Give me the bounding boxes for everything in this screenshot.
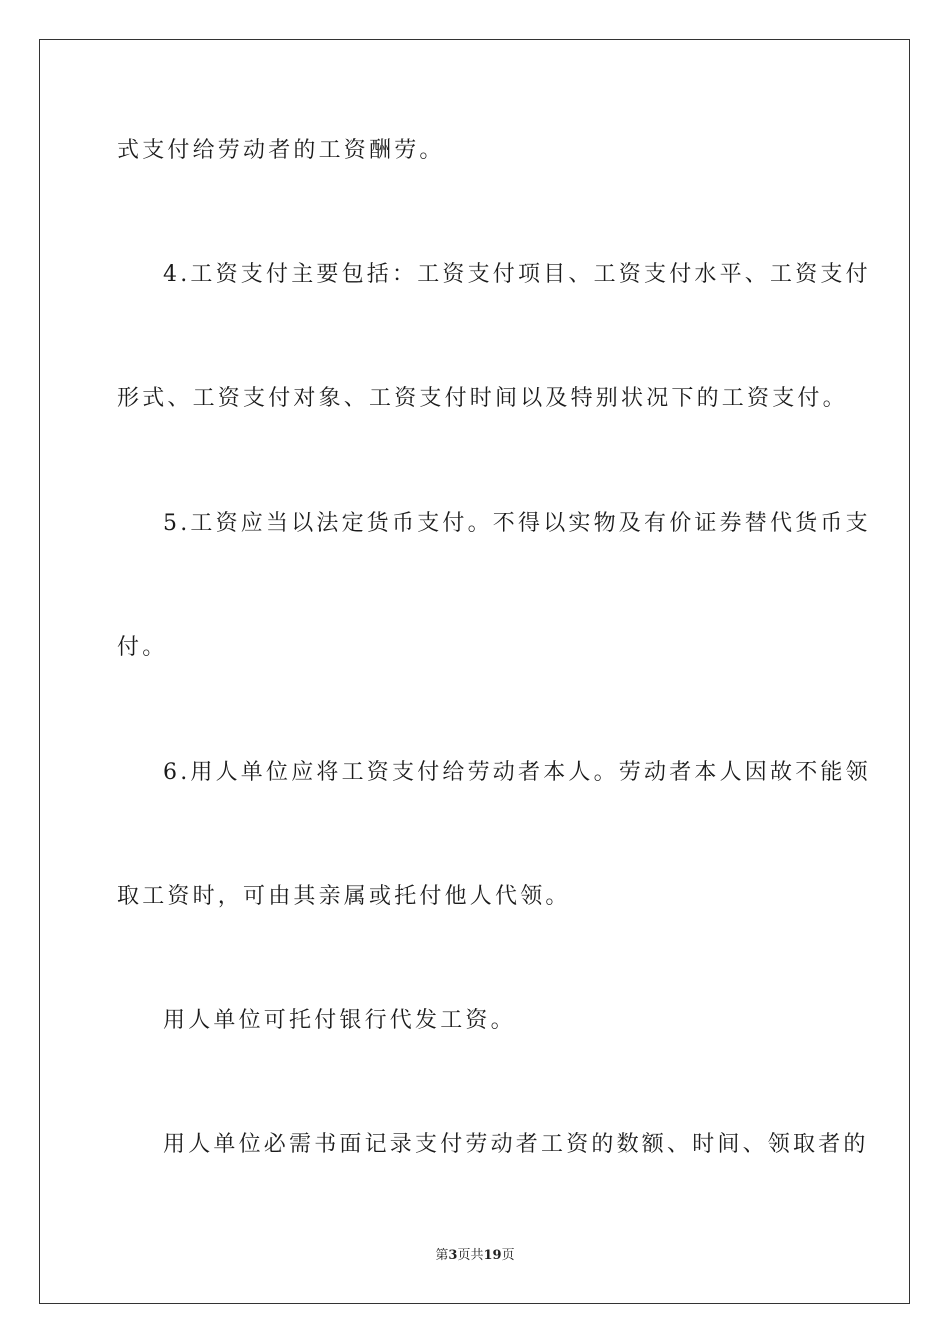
current-page-number: 3 xyxy=(448,1248,458,1263)
page-footer xyxy=(0,1247,950,1265)
footer-prefix: 第 xyxy=(435,1248,449,1263)
text-line-4: 5.工资应当以法定货币支付。不得以实物及有价证券替代货币支 xyxy=(163,511,871,536)
total-pages-number: 19 xyxy=(483,1248,502,1263)
text-line-9: 用人单位必需书面记录支付劳动者工资的数额、时间、领取者的 xyxy=(163,1132,869,1157)
text-line-1: 式支付给劳动者的工资酬劳。 xyxy=(117,138,445,163)
text-line-7: 取工资时，可由其亲属或托付他人代领。 xyxy=(117,884,571,909)
footer-total-prefix: 共 xyxy=(470,1248,484,1263)
text-line-2: 4.工资支付主要包括：工资支付项目、工资支付水平、工资支付 xyxy=(163,262,871,287)
text-line-5: 付。 xyxy=(117,635,168,660)
text-line-8: 用人单位可托付银行代发工资。 xyxy=(163,1008,516,1033)
text-line-3: 形式、工资支付对象、工资支付时间以及特别状况下的工资支付。 xyxy=(117,386,848,411)
page-border xyxy=(39,39,910,1304)
text-line-6: 6.用人单位应将工资支付给劳动者本人。劳动者本人因故不能领 xyxy=(163,760,871,785)
footer-total-suffix: 页 xyxy=(501,1248,515,1263)
footer-page-suffix: 页 xyxy=(457,1248,471,1263)
